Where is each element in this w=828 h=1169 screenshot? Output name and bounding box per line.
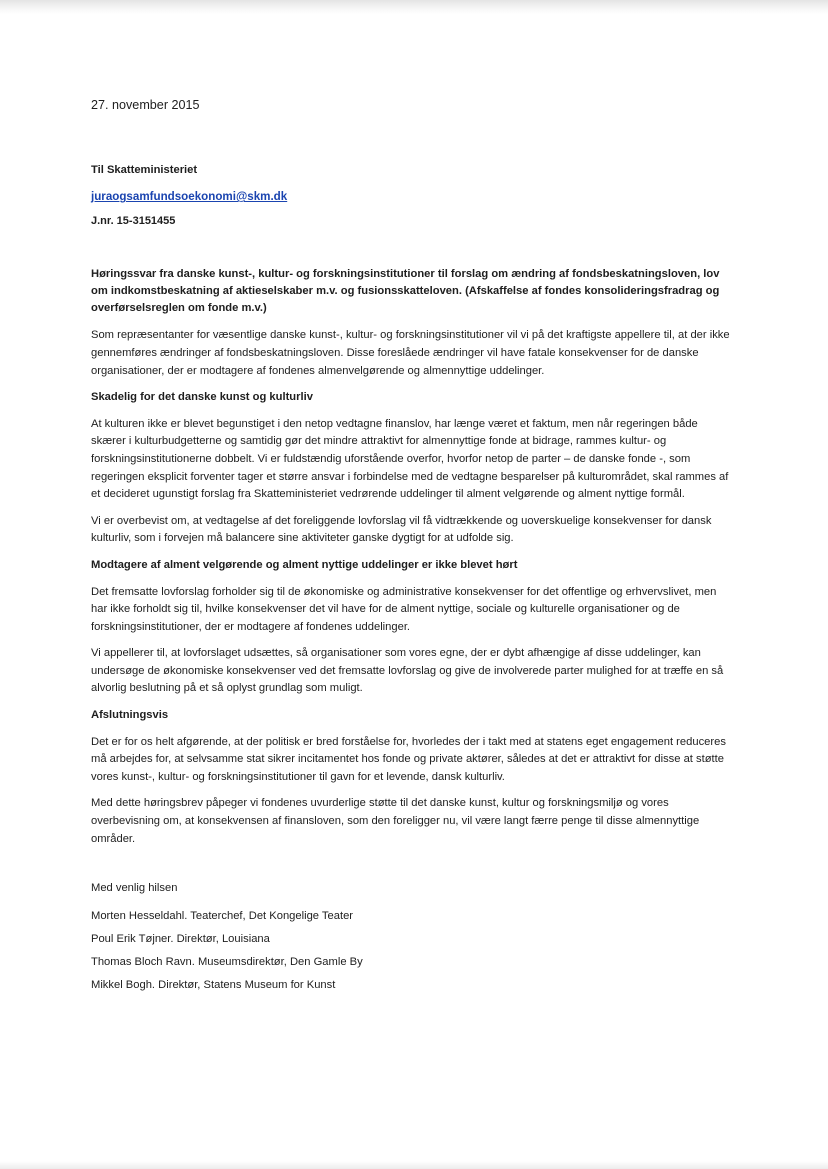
closing-salutation: Med venlig hilsen xyxy=(91,882,178,895)
section-2-paragraph-1: Det fremsatte lovforslag forholder sig til de økonomiske og administrative konsekvenser for det offentlige og erhvervslivet, men har ikke forholdt sig til, hvilke konsekvenser det vil have for de alment nyttige, sociale og kulturelle organisationer og de forskningsinstitutioner, der er modtagere af fondenes uddelinger. xyxy=(91,585,717,633)
recipient-email-link[interactable]: juraogsamfundsoekonomi@skm.dk xyxy=(91,190,288,204)
scan-edge-bottom xyxy=(0,1161,828,1169)
letter-subject: Høringssvar fra danske kunst-, kultur- og forskningsinstitutioner til forslag om ændring af fondsbeskatningsloven, lov om indkomstbeskatning af aktieselskaber m.v. og fusionsskatteloven. (Afskaffelse af fondes konsolideringsfradrag og overførselsreglen om fonde m.v.) xyxy=(91,268,720,315)
section-3-paragraph-1: Det er for os helt afgørende, at der politisk er bred forståelse for, hvorledes der i takt med at statens eget engagement reduceres må arbejdes for, at selvsamme stat sikrer incitamentet hos fonde og private aktører, således at det er attraktivt for disse at støtte vores kunst-, kultur- og forskningsinstitutioner til gavn for et levende, dansk kulturliv. xyxy=(91,735,726,783)
intro-paragraph: Som repræsentanter for væsentlige danske kunst-, kultur- og forskningsinstitutioner vil vi på det kraftigste appellere til, at der ikke gennemføres ændringer af fondsbeskatningsloven. Disse foreslåede ændringer vil have fatale konsekvenser for de danske organisationer, der er modtagere af fondenes almenvelgørende og almennyttige uddelinger. xyxy=(91,329,730,377)
signatory: Mikkel Bogh. Direktør, Statens Museum for Kunst xyxy=(91,978,336,991)
section-heading-2: Modtagere af alment velgørende og alment nyttige uddelinger er ikke blevet hørt xyxy=(91,558,518,571)
letter-date: 27. november 2015 xyxy=(91,98,200,112)
recipient: Til Skatteministeriet xyxy=(91,163,198,176)
journal-number: J.nr. 15-3151455 xyxy=(91,214,176,227)
signatory: Poul Erik Tøjner. Direktør, Louisiana xyxy=(91,932,270,945)
section-3-paragraph-2: Med dette høringsbrev påpeger vi fondenes uvurderlige støtte til det danske kunst, kultur og forskningsmiljø og vores overbevisning om, at konsekvensen af finansloven, som den foreligger nu, vil være langt færre penge til disse almennyttige områder. xyxy=(91,797,700,845)
signatory: Morten Hesseldahl. Teaterchef, Det Kongelige Teater xyxy=(91,909,354,922)
section-1-paragraph-2: Vi er overbevist om, at vedtagelse af det foreliggende lovforslag vil få vidtrækkende og uoverskuelige konsekvenser for dansk kulturliv, som i forvejen må balancere sine aktiviteter ganske dygtigt for at udfolde sig. xyxy=(91,514,712,545)
letter-body xyxy=(91,97,731,999)
section-heading-3: Afslutningsvis xyxy=(91,709,169,722)
section-1-paragraph-1: At kulturen ikke er blevet begunstiget i den netop vedtagne finanslov, har længe været et faktum, men når regeringen både skærer i kulturbudgetterne og samtidig gør det mindre attraktivt for almennyttige fonde at bidrage, rammes kultur- og forskningsinstitutionerne dobbelt. Vi er fuldstændig uforstående overfor, hvorfor netop de parter – de danske fonde -, som regeringen eksplicit forventer tager et større ansvar i forbindelse med de vedtagne besparelser på kulturområdet, skal rammes af et decideret ugunstigt forslag fra Skatteministeriet vedrørende uddelinger til alment velgørende og alment nyttige formål. xyxy=(91,417,729,501)
section-heading-1: Skadelig for det danske kunst og kulturliv xyxy=(91,391,313,404)
signatory: Thomas Bloch Ravn. Museumsdirektør, Den Gamle By xyxy=(91,955,363,968)
scan-edge-top xyxy=(0,0,828,14)
section-2-paragraph-2: Vi appellerer til, at lovforslaget udsættes, så organisationer som vores egne, der er dybt afhængige af disse uddelinger, kan undersøge de økonomiske konsekvenser ved det fremsatte lovforslag og give de involverede parter mulighed for at træffe en så alvorlig beslutning på et så oplyst grundlag som muligt. xyxy=(91,647,724,695)
